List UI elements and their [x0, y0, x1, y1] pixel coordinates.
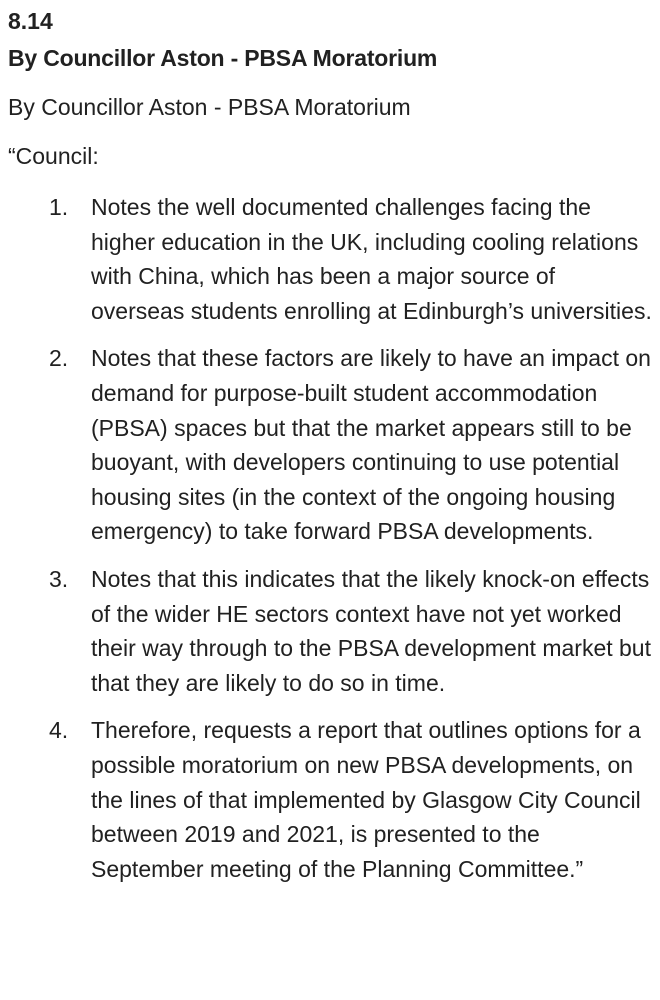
point-number: 1.: [49, 194, 69, 220]
point-text: Notes the well documented challenges facing the higher education in the UK, including cooling relations with China, which has been a major source of overseas students enrolling at Edinburgh’s universities.: [91, 194, 652, 324]
motion-point-4: [0, 713, 660, 886]
motion-point-3: [0, 562, 660, 700]
point-number: 4.: [49, 717, 69, 744]
motion-list: [0, 190, 660, 899]
item-subtitle: By Councillor Aston - PBSA Moratorium: [8, 94, 411, 120]
point-number: 3.: [49, 565, 69, 592]
motion-intro: “Council:: [8, 143, 99, 169]
motion-point-2: [0, 341, 660, 549]
motion-point-1: [0, 190, 660, 328]
point-number: 2.: [49, 345, 69, 372]
item-heading: By Councillor Aston - PBSA Moratorium: [8, 45, 438, 71]
point-text: Notes that this indicates that the likely knock-on effects of the wider HE sectors context have not yet worked their way through to the PBSA development market but that they are likely to do so in time.: [91, 565, 651, 696]
point-text: Therefore, requests a report that outlines options for a possible moratorium on new PBSA developments, on the lines of that implemented by Glasgow City Council between 2019 and 2021, is presented to the September meeting of the Planning Committee.”: [91, 717, 641, 882]
item-number: 8.14: [8, 8, 53, 34]
point-text: Notes that these factors are likely to have an impact on demand for purpose-built student accommodation (PBSA) spaces but that the market appears still to be buoyant, with developers continuing to use potential housing sites (in the context of the ongoing housing emergency) to take forward PBSA developments.: [91, 345, 651, 545]
